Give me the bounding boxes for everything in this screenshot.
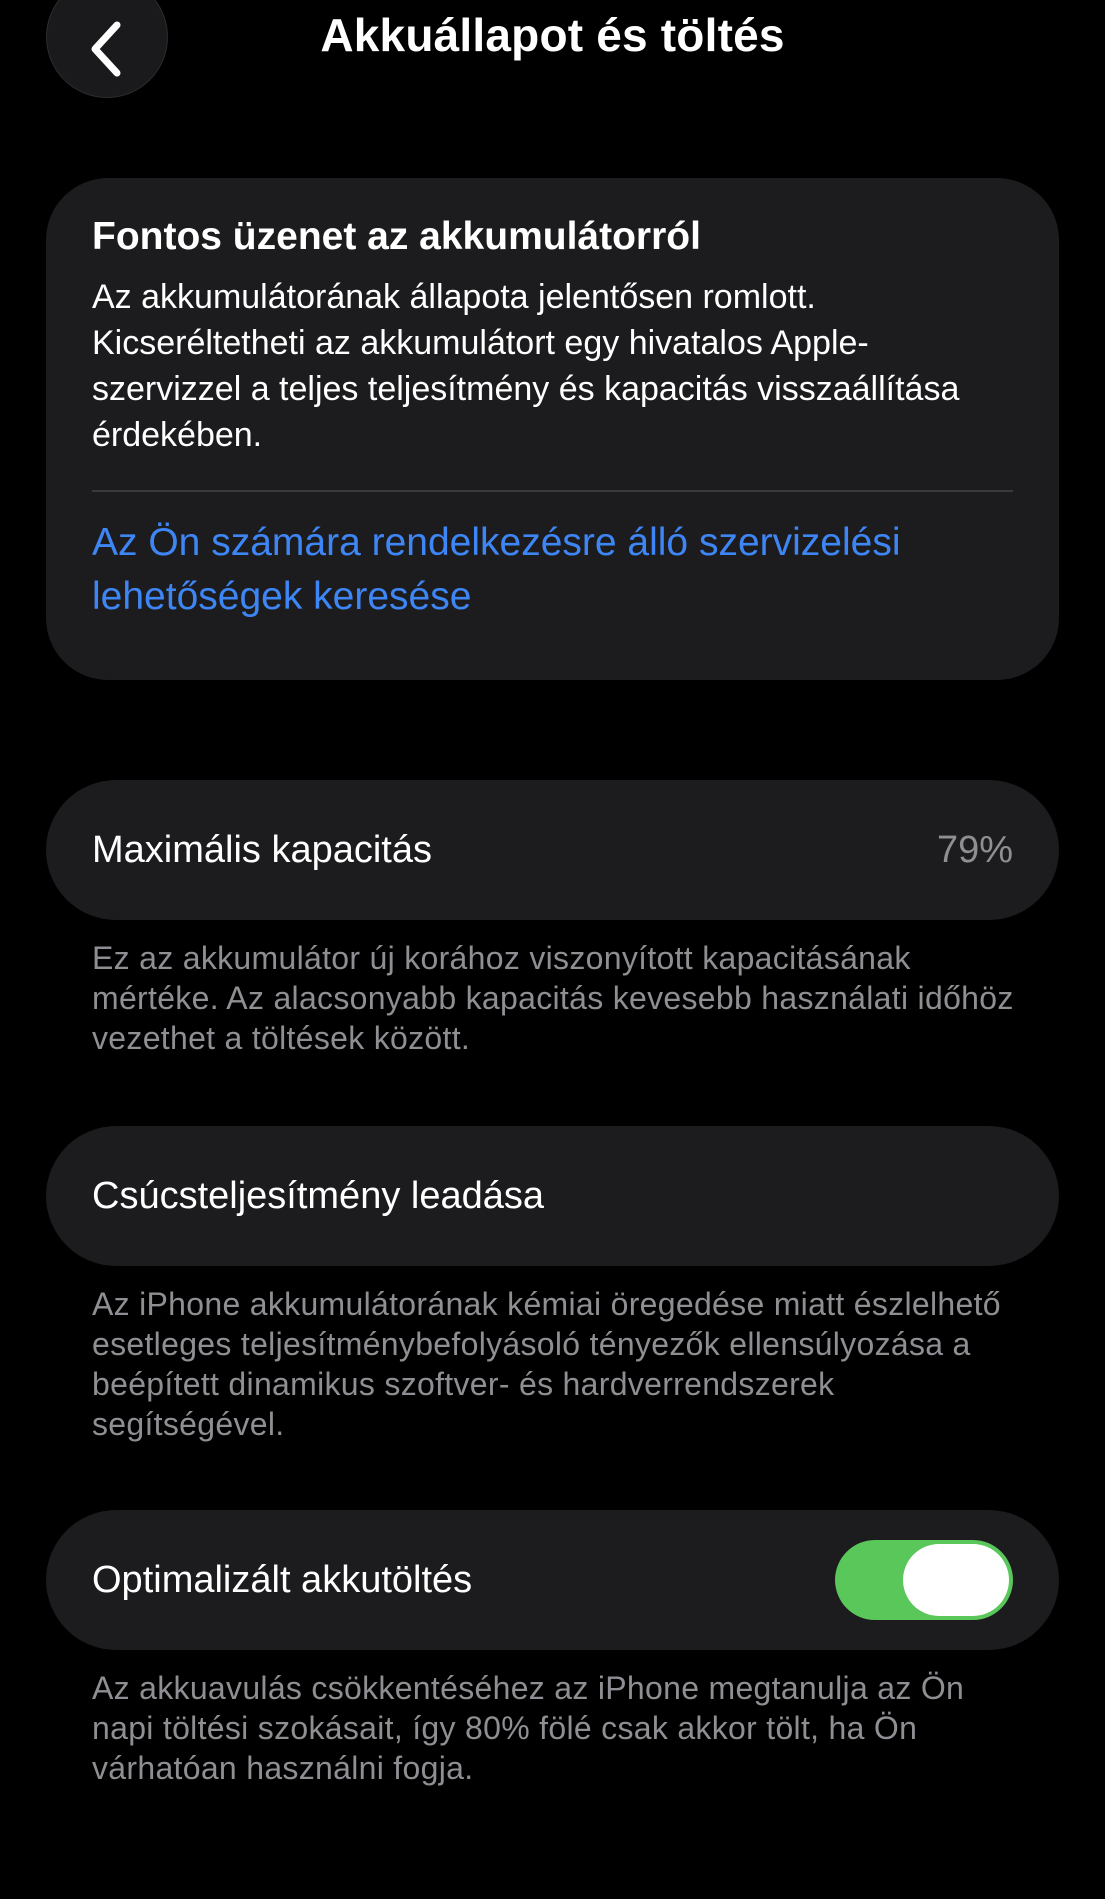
peak-performance-label: Csúcsteljesítmény leadása: [92, 1174, 544, 1217]
notice-body: Az akkumulátorának állapota jelentősen romlott. Kicseréltetheti az akkumulátort egy hivatalos Apple-szervizzel a teljes teljesítmény és kapacitás visszaállítása érdekében.: [92, 278, 960, 454]
peak-performance-row[interactable]: [46, 1126, 1059, 1266]
max-capacity-value: 79%: [936, 828, 1013, 871]
max-capacity-footnote: Ez az akkumulátor új korához viszonyított kapacitásának mértéke. Az alacsonyabb kapacitás kevesebb használati időhöz vezethet a töltések között.: [92, 940, 1014, 1056]
divider: [92, 490, 1013, 492]
optimized-charging-footnote: Az akkuavulás csökkentéséhez az iPhone megtanulja az Ön napi töltési szokásait, így 80% fölé csak akkor tölt, ha Ön várhatóan használni fogja.: [92, 1670, 965, 1786]
battery-notice-card: [46, 178, 1059, 680]
page-title: Akkuállapot és töltés: [320, 9, 785, 61]
max-capacity-row: [46, 780, 1059, 920]
optimized-charging-toggle[interactable]: [835, 1540, 1013, 1620]
optimized-charging-row: [46, 1510, 1059, 1650]
max-capacity-label: Maximális kapacitás: [92, 828, 432, 871]
notice-title: Fontos üzenet az akkumulátorról: [92, 215, 701, 258]
toggle-knob: [903, 1544, 1009, 1616]
optimized-charging-label: Optimalizált akkutöltés: [92, 1558, 473, 1601]
find-service-options-link[interactable]: Az Ön számára rendelkezésre álló szervizelési lehetőségek keresése: [92, 521, 901, 618]
peak-performance-footnote: Az iPhone akkumulátorának kémiai öregedése miatt észlelhető esetleges teljesítménybefolyásoló tényezők ellensúlyozása a beépített dinamikus szoftver- és hardverrendszerek segítségével.: [92, 1286, 1001, 1442]
